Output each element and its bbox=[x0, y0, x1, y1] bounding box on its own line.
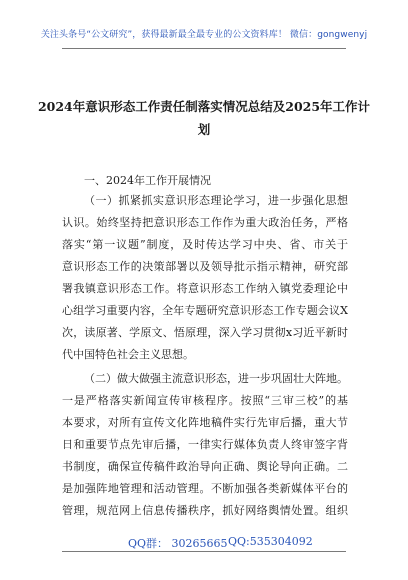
paragraph-line: 一是严格落实新闻宣传审核程序。按照“三审三校”的基 bbox=[62, 394, 348, 407]
section-heading-1: 一、2024年工作开展情况 bbox=[84, 174, 211, 187]
paragraph-line: 次，读原著、学原文、悟原理，深入学习贯彻x习近平新时 bbox=[62, 326, 348, 339]
paragraph-line: 书制度，确保宣传稿件政治导向正确、舆论导向正确。二 bbox=[62, 460, 348, 473]
paragraph-line: 落实“第一议题”制度，及时传达学习中央、省、市关于 bbox=[62, 238, 348, 251]
header-rule bbox=[62, 48, 346, 49]
header-promo: 关注头条号“公文研究”，获得最新最全最专业的公文资料库！ 微信：gongwenyj bbox=[40, 30, 368, 40]
footer-qq-contact: QQ:535304092 bbox=[228, 535, 313, 548]
paragraph-line: 管理，规范网上信息传播秩序，抓好网络舆情处置。组织 bbox=[62, 504, 348, 517]
paragraph-line: 本要求，对所有宣传文化阵地稿件实行先审后播，重大节 bbox=[62, 416, 348, 429]
paragraph-line: 署我镇意识形态工作。将意识形态工作纳入镇党委理论中 bbox=[62, 282, 348, 295]
paragraph-line: 是加强阵地管理和活动管理。不断加强各类新媒体平台的 bbox=[62, 482, 348, 495]
document-title-line-2: 划 bbox=[197, 122, 211, 137]
paragraph-line: （二）做大做强主流意识形态，进一步巩固壮大阵地。 bbox=[84, 372, 348, 385]
footer-qq-group: QQ群： 30265665 bbox=[128, 537, 228, 550]
paragraph-line: （一）抓紧抓实意识形态理论学习，进一步强化思想 bbox=[84, 194, 348, 207]
paragraph-line: 日和重要节点先审后播，一律实行媒体负责人终审签字背 bbox=[62, 438, 348, 451]
paragraph-line: 意识形态工作的决策部署以及领导批示指示精神，研究部 bbox=[62, 260, 348, 273]
paragraph-line: 心组学习重要内容，全年专题研究意识形态工作专题会议X bbox=[62, 304, 348, 317]
footer-rule bbox=[62, 551, 346, 552]
paragraph-line: 代中国特色社会主义思想。 bbox=[62, 348, 194, 361]
document-title-line-1: 2024年意识形态工作责任制落实情况总结及2025年工作计 bbox=[37, 99, 371, 114]
paragraph-line: 认识。始终坚持把意识形态工作作为重大政治任务，严格 bbox=[62, 216, 348, 229]
